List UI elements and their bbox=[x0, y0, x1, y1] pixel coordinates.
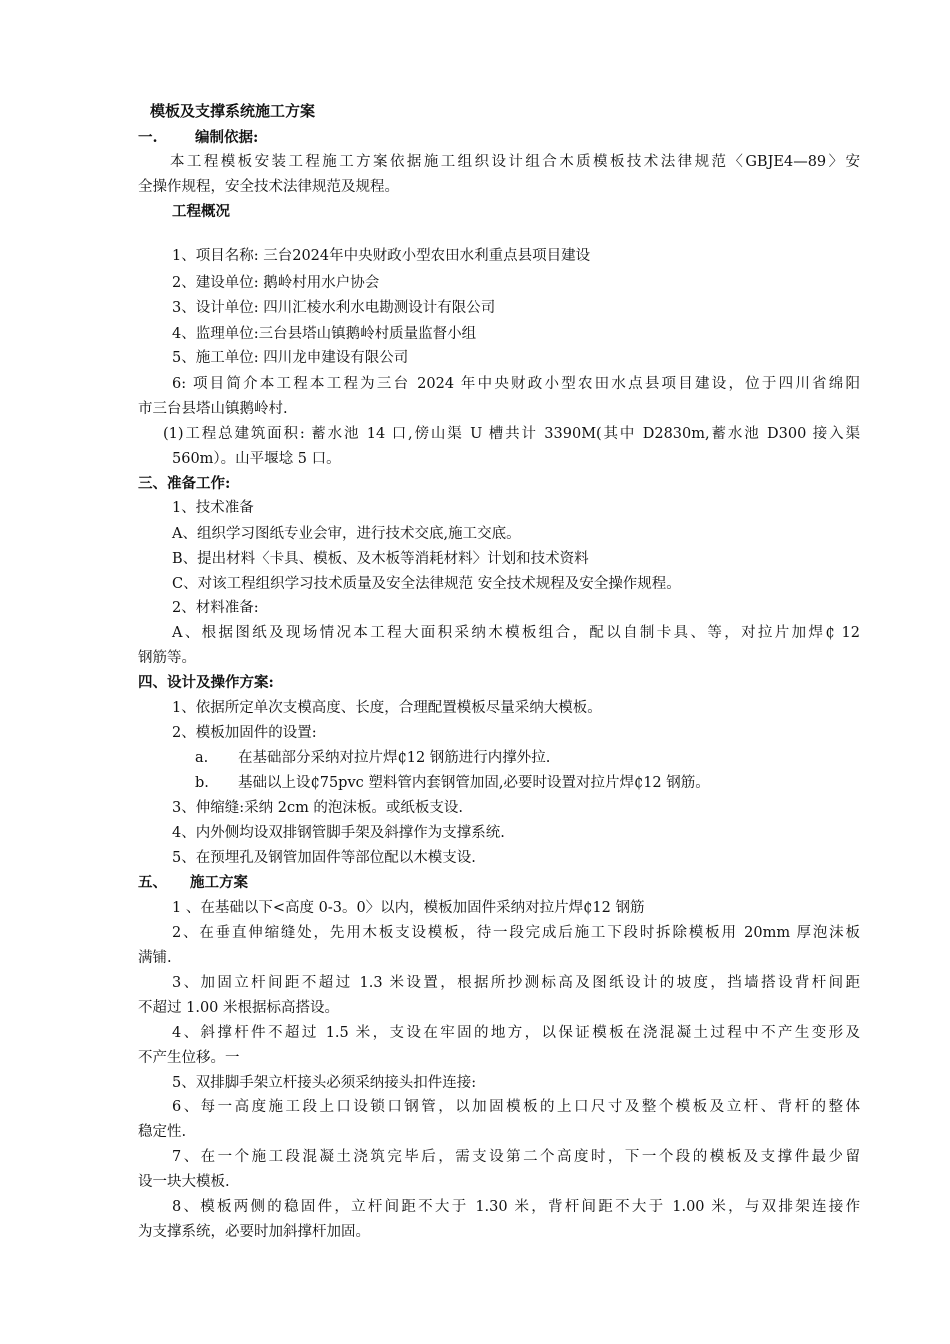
prep-line-4: C、对该工程组织学习技术质量及安全法律规范 安全技术规程及安全操作规程。 bbox=[172, 576, 681, 592]
prep-line-6-part-1: A、根据图纸及现场情况本工程大面积采纳木模板组合，配以自制卡具、等，对拉片加焊₵ 12 bbox=[172, 625, 860, 641]
overview-item-2: 2、建设单位: 鹅岭村用水户协会 bbox=[172, 275, 380, 291]
section-1-paragraph-line-1: 本工程模板安装工程施工方案依据施工组织设计组合木质模板技术法律规范〈GBJE4—89〉安 bbox=[170, 154, 860, 170]
construction-line-5: 5、双排脚手架立杆接头必须采纳接头扣件连接: bbox=[172, 1075, 477, 1091]
overview-item-7-line-2: 560m）。山平堰埝 5 口。 bbox=[172, 451, 341, 467]
construction-line-6-part-1: 6、每一高度施工段上口设锁口钢管，以加固模板的上口尺寸及整个模板及立杆、背杆的整体 bbox=[172, 1099, 860, 1115]
prep-line-2: A、组织学习图纸专业会审，进行技术交底,施工交底。 bbox=[172, 526, 521, 542]
overview-item-6-line-1: 6: 项目简介本工程本工程为三台 2024 年中央财政小型农田水点县项目建设，位于四川省绵阳 bbox=[172, 376, 860, 392]
design-sub-a-label: a. bbox=[195, 750, 209, 766]
prep-line-6-part-2: 钢筋等。 bbox=[138, 650, 196, 666]
document-title: 模板及支撑系统施工方案 bbox=[150, 102, 316, 120]
prep-line-1: 1、技术准备 bbox=[172, 500, 254, 516]
design-sub-b-text: 基础以上设₵75pvc 塑料管内套钢管加固,必要时设置对拉片焊₵12 钢筋。 bbox=[238, 775, 710, 791]
construction-line-2-part-2: 满铺. bbox=[138, 950, 172, 966]
construction-line-3-part-1: 3、加固立杆间距不超过 1.3 米设置，根据所抄测标高及图纸设计的坡度，挡墙搭设背杆间距 bbox=[172, 975, 860, 991]
construction-line-3-part-2: 不超过 1.00 米根据标高搭设。 bbox=[138, 1000, 340, 1016]
overview-item-7-line-1: (1)工程总建筑面积: 蓄水池 14 口,傍山渠 U 槽共计 3390M(其中 D2830m,蓄水池 D300 接入渠 bbox=[163, 426, 860, 442]
construction-line-8-part-2: 为支撑系统，必要时加斜撑杆加固。 bbox=[138, 1224, 370, 1240]
design-sub-a-text: 在基础部分采纳对拉片焊₵12 钢筋进行内撑外拉. bbox=[238, 750, 551, 766]
section-3-heading: 三、准备工作: bbox=[138, 475, 231, 492]
construction-line-1: 1 、在基础以下<高度 0-3。0〉以内，模板加固件采纳对拉片焊₵12 钢筋 bbox=[172, 900, 645, 916]
overview-item-3: 3、设计单位: 四川汇棱水利水电勘测设计有限公司 bbox=[172, 300, 496, 316]
design-line-1: 1、依据所定单次支模高度、长度，合理配置模板尽量采纳大模板。 bbox=[172, 700, 602, 716]
construction-line-6-part-2: 稳定性. bbox=[138, 1124, 187, 1140]
construction-line-4-part-2: 不产生位移。一 bbox=[138, 1050, 240, 1066]
design-line-2: 2、模板加固件的设置: bbox=[172, 725, 317, 741]
section-2-heading: 工程概况 bbox=[172, 203, 230, 220]
overview-item-1: 1、项目名称: 三台2024年中央财政小型农田水利重点县项目建设 bbox=[172, 248, 591, 264]
overview-item-6-line-2: 市三台县塔山镇鹅岭村. bbox=[138, 401, 288, 417]
construction-line-4-part-1: 4、斜撑杆件不超过 1.5 米，支设在牢固的地方，以保证模板在浇混凝土过程中不产生变形及 bbox=[172, 1025, 860, 1041]
section-1-number: 一. bbox=[138, 129, 158, 146]
design-line-5: 3、伸缩缝:采纳 2cm 的泡沫板。或纸板支设. bbox=[172, 800, 464, 816]
construction-line-7-part-2: 设一块大模板. bbox=[138, 1174, 230, 1190]
overview-item-4: 4、监理单位:三台县塔山镇鹅岭村质量监督小组 bbox=[172, 326, 477, 342]
design-sub-b-label: b. bbox=[195, 775, 209, 791]
prep-line-5: 2、材料准备: bbox=[172, 600, 259, 616]
design-line-7: 5、在预埋孔及钢管加固件等部位配以木模支设. bbox=[172, 850, 476, 866]
construction-line-8-part-1: 8、模板两侧的稳固件，立杆间距不大于 1.30 米，背杆间距不大于 1.00 米，与双排架连接作 bbox=[172, 1199, 860, 1215]
section-1-heading: 编制依据: bbox=[195, 129, 259, 146]
prep-line-3: B、提出材料〈卡具、模板、及木板等消耗材料〉计划和技术资料 bbox=[172, 551, 589, 567]
construction-line-7-part-1: 7、在一个施工段混凝土浇筑完毕后，需支设第二个高度时，下一个段的模板及支撑件最少留 bbox=[172, 1149, 860, 1165]
design-line-6: 4、内外侧均设双排钢管脚手架及斜撑作为支撑系统. bbox=[172, 825, 505, 841]
section-1-paragraph-line-2: 全操作规程，安全技术法律规范及规程。 bbox=[138, 179, 399, 195]
overview-item-5: 5、施工单位: 四川龙申建设有限公司 bbox=[172, 350, 409, 366]
section-5-number: 五、 bbox=[138, 874, 167, 891]
construction-line-2-part-1: 2、在垂直伸缩缝处，先用木板支设模板，待一段完成后施工下段时拆除模板用 20mm 厚泡沫板 bbox=[172, 925, 860, 941]
section-5-heading: 施工方案 bbox=[190, 874, 248, 891]
section-4-heading: 四、设计及操作方案: bbox=[138, 674, 274, 691]
